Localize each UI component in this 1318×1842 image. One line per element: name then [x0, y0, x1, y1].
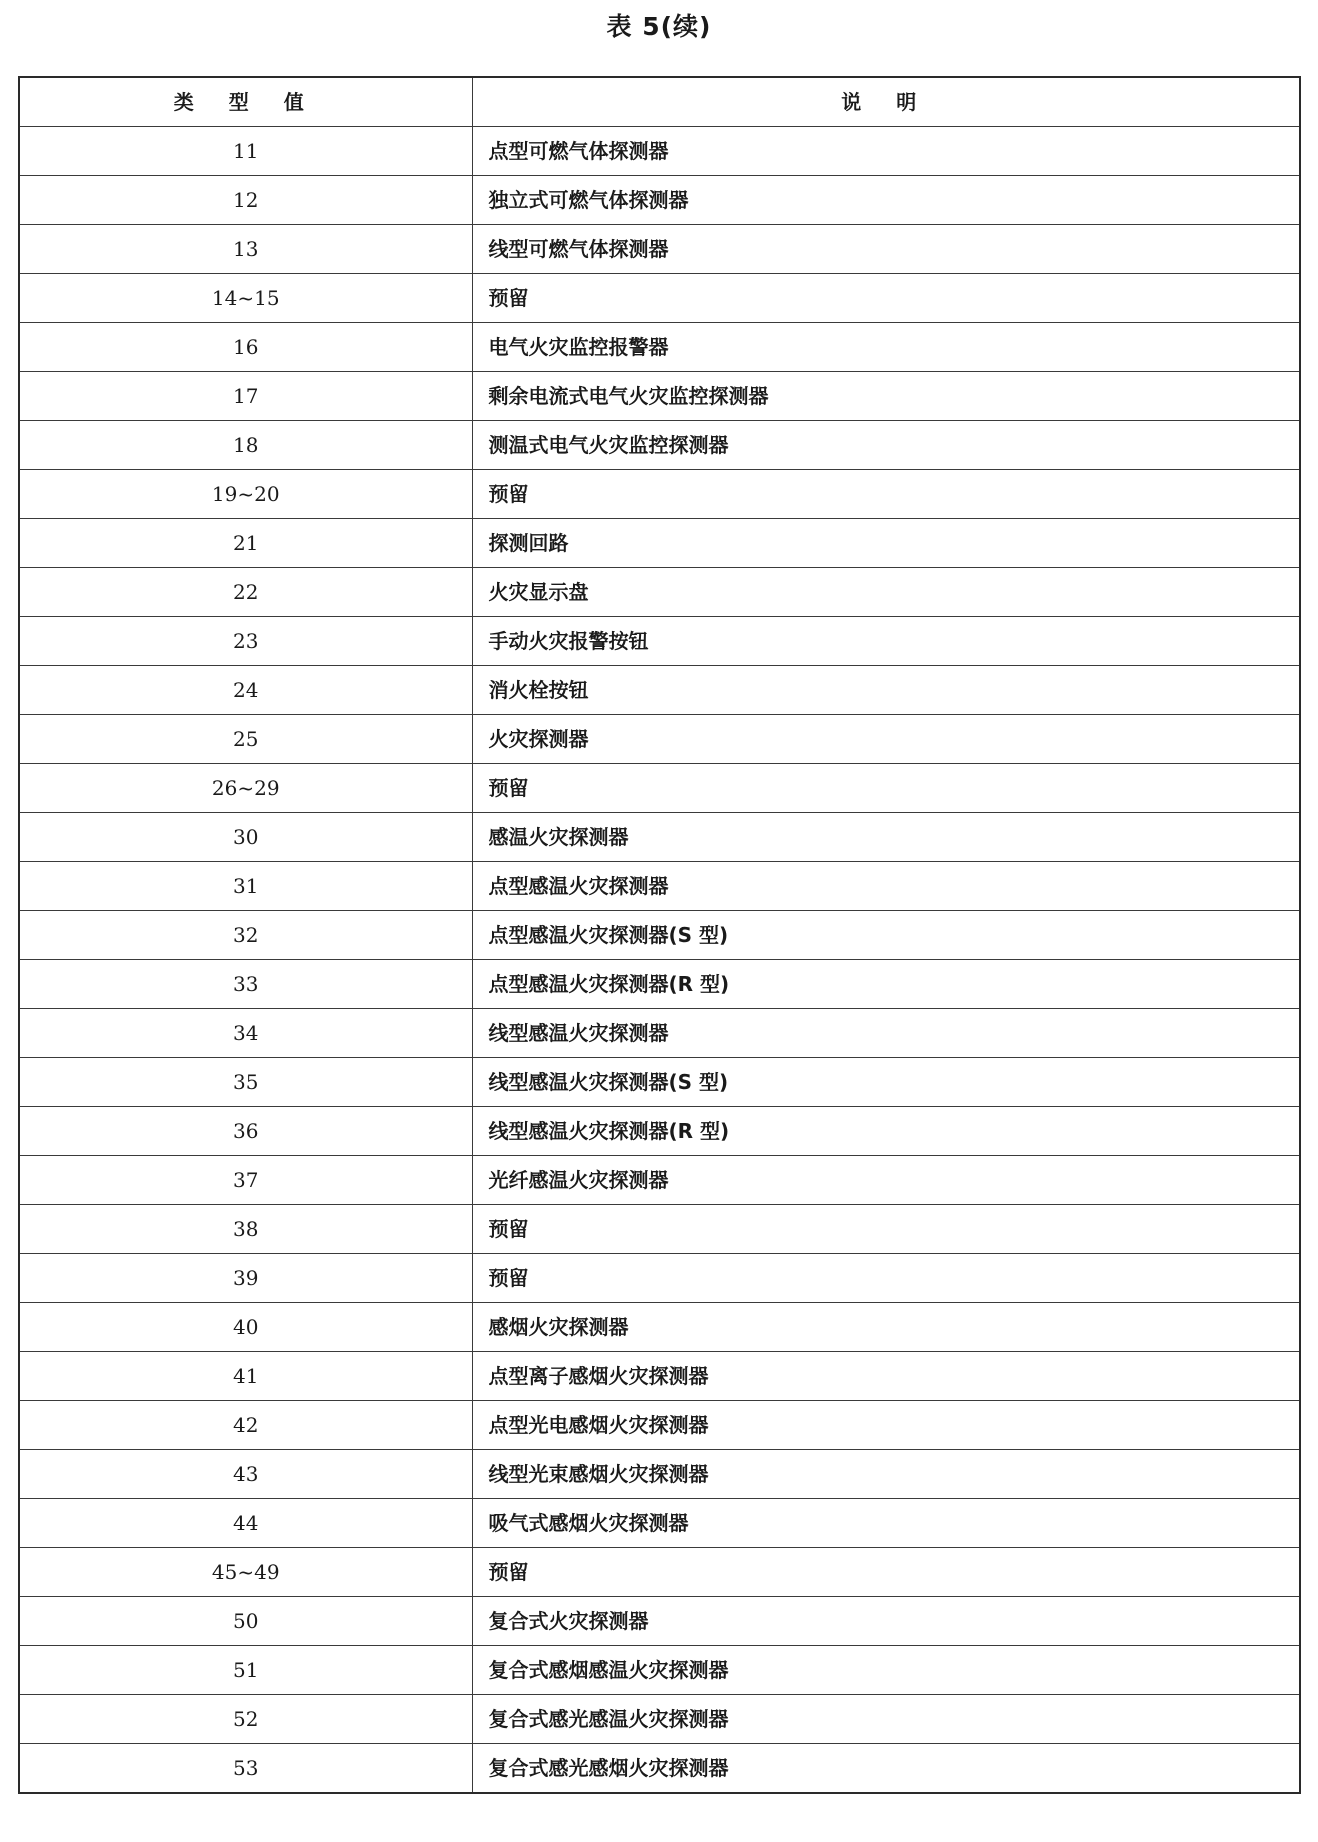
- type-value-cell: 30: [19, 813, 472, 862]
- type-value-cell: 50: [19, 1597, 472, 1646]
- table-row: [19, 666, 1300, 715]
- type-value-cell: 17: [19, 372, 472, 421]
- type-value-cell: 11: [19, 127, 472, 176]
- type-value-cell: 23: [19, 617, 472, 666]
- table-row: [19, 421, 1300, 470]
- page-title: 表 5(续): [606, 12, 712, 41]
- table-row: [19, 1597, 1300, 1646]
- table-header-row: [19, 77, 1300, 127]
- table-row: [19, 1499, 1300, 1548]
- type-value-cell: 40: [19, 1303, 472, 1352]
- description-cell: 探测回路: [472, 519, 1300, 568]
- type-value-cell: 34: [19, 1009, 472, 1058]
- table-row: [19, 1254, 1300, 1303]
- description-cell: 火灾探测器: [472, 715, 1300, 764]
- description-cell: 光纤感温火灾探测器: [472, 1156, 1300, 1205]
- table-row: [19, 225, 1300, 274]
- description-cell: 感温火灾探测器: [472, 813, 1300, 862]
- type-value-cell: 52: [19, 1695, 472, 1744]
- description-cell: 复合式感光感烟火灾探测器: [472, 1744, 1300, 1794]
- description-cell: 点型感温火灾探测器: [472, 862, 1300, 911]
- description-cell: 独立式可燃气体探测器: [472, 176, 1300, 225]
- description-cell: 吸气式感烟火灾探测器: [472, 1499, 1300, 1548]
- table-row: [19, 1107, 1300, 1156]
- table-row: [19, 519, 1300, 568]
- description-cell: 线型可燃气体探测器: [472, 225, 1300, 274]
- description-cell: 复合式感光感温火灾探测器: [472, 1695, 1300, 1744]
- table-row: [19, 372, 1300, 421]
- type-value-cell: 37: [19, 1156, 472, 1205]
- description-cell: 预留: [472, 274, 1300, 323]
- type-value-cell: 21: [19, 519, 472, 568]
- description-cell: 复合式火灾探测器: [472, 1597, 1300, 1646]
- table-row: [19, 1352, 1300, 1401]
- table-row: [19, 1303, 1300, 1352]
- description-cell: 感烟火灾探测器: [472, 1303, 1300, 1352]
- type-value-cell: 36: [19, 1107, 472, 1156]
- type-value-cell: 18: [19, 421, 472, 470]
- type-value-cell: 53: [19, 1744, 472, 1794]
- table-row: [19, 1744, 1300, 1794]
- description-cell: 线型感温火灾探测器(R 型): [472, 1107, 1300, 1156]
- type-value-table: [18, 76, 1301, 1794]
- table-row: [19, 323, 1300, 372]
- type-value-cell: 13: [19, 225, 472, 274]
- type-value-cell: 38: [19, 1205, 472, 1254]
- table-row: [19, 470, 1300, 519]
- table-row: [19, 176, 1300, 225]
- type-value-cell: 39: [19, 1254, 472, 1303]
- table-row: [19, 1401, 1300, 1450]
- description-cell: 线型感温火灾探测器(S 型): [472, 1058, 1300, 1107]
- description-cell: 预留: [472, 1254, 1300, 1303]
- description-cell: 点型感温火灾探测器(S 型): [472, 911, 1300, 960]
- type-value-cell: 31: [19, 862, 472, 911]
- type-value-cell: 43: [19, 1450, 472, 1499]
- description-cell: 测温式电气火灾监控探测器: [472, 421, 1300, 470]
- type-value-cell: 33: [19, 960, 472, 1009]
- table-row: [19, 1009, 1300, 1058]
- description-cell: 剩余电流式电气火灾监控探测器: [472, 372, 1300, 421]
- description-cell: 预留: [472, 764, 1300, 813]
- description-cell: 预留: [472, 1548, 1300, 1597]
- table-row: [19, 1156, 1300, 1205]
- description-cell: 点型感温火灾探测器(R 型): [472, 960, 1300, 1009]
- table-body: [19, 127, 1300, 1794]
- description-cell: 火灾显示盘: [472, 568, 1300, 617]
- type-value-cell: 22: [19, 568, 472, 617]
- table-row: [19, 960, 1300, 1009]
- type-value-cell: 41: [19, 1352, 472, 1401]
- table-row: [19, 813, 1300, 862]
- type-value-cell: 25: [19, 715, 472, 764]
- description-cell: 电气火灾监控报警器: [472, 323, 1300, 372]
- table-row: [19, 862, 1300, 911]
- description-cell: 复合式感烟感温火灾探测器: [472, 1646, 1300, 1695]
- header-description: 说 明: [472, 77, 1300, 127]
- type-value-cell: 42: [19, 1401, 472, 1450]
- table-row: [19, 1058, 1300, 1107]
- description-cell: 点型可燃气体探测器: [472, 127, 1300, 176]
- description-cell: 线型光束感烟火灾探测器: [472, 1450, 1300, 1499]
- table-row: [19, 1450, 1300, 1499]
- table-row: [19, 764, 1300, 813]
- type-value-cell: 51: [19, 1646, 472, 1695]
- table-row: [19, 1205, 1300, 1254]
- description-cell: 预留: [472, 470, 1300, 519]
- table-row: [19, 568, 1300, 617]
- type-value-cell: 12: [19, 176, 472, 225]
- table-row: [19, 1548, 1300, 1597]
- description-cell: 线型感温火灾探测器: [472, 1009, 1300, 1058]
- type-value-cell: 45~49: [19, 1548, 472, 1597]
- description-cell: 点型离子感烟火灾探测器: [472, 1352, 1300, 1401]
- type-value-cell: 16: [19, 323, 472, 372]
- type-value-cell: 32: [19, 911, 472, 960]
- type-value-cell: 26~29: [19, 764, 472, 813]
- type-value-cell: 14~15: [19, 274, 472, 323]
- table-row: [19, 617, 1300, 666]
- description-cell: 预留: [472, 1205, 1300, 1254]
- table-row: [19, 1646, 1300, 1695]
- description-cell: 手动火灾报警按钮: [472, 617, 1300, 666]
- table-row: [19, 127, 1300, 176]
- type-value-cell: 44: [19, 1499, 472, 1548]
- table-row: [19, 715, 1300, 764]
- description-cell: 点型光电感烟火灾探测器: [472, 1401, 1300, 1450]
- type-value-cell: 24: [19, 666, 472, 715]
- type-value-cell: 19~20: [19, 470, 472, 519]
- header-type-value: 类 型 值: [19, 77, 472, 127]
- table-row: [19, 911, 1300, 960]
- table-row: [19, 274, 1300, 323]
- type-value-cell: 35: [19, 1058, 472, 1107]
- description-cell: 消火栓按钮: [472, 666, 1300, 715]
- table-row: [19, 1695, 1300, 1744]
